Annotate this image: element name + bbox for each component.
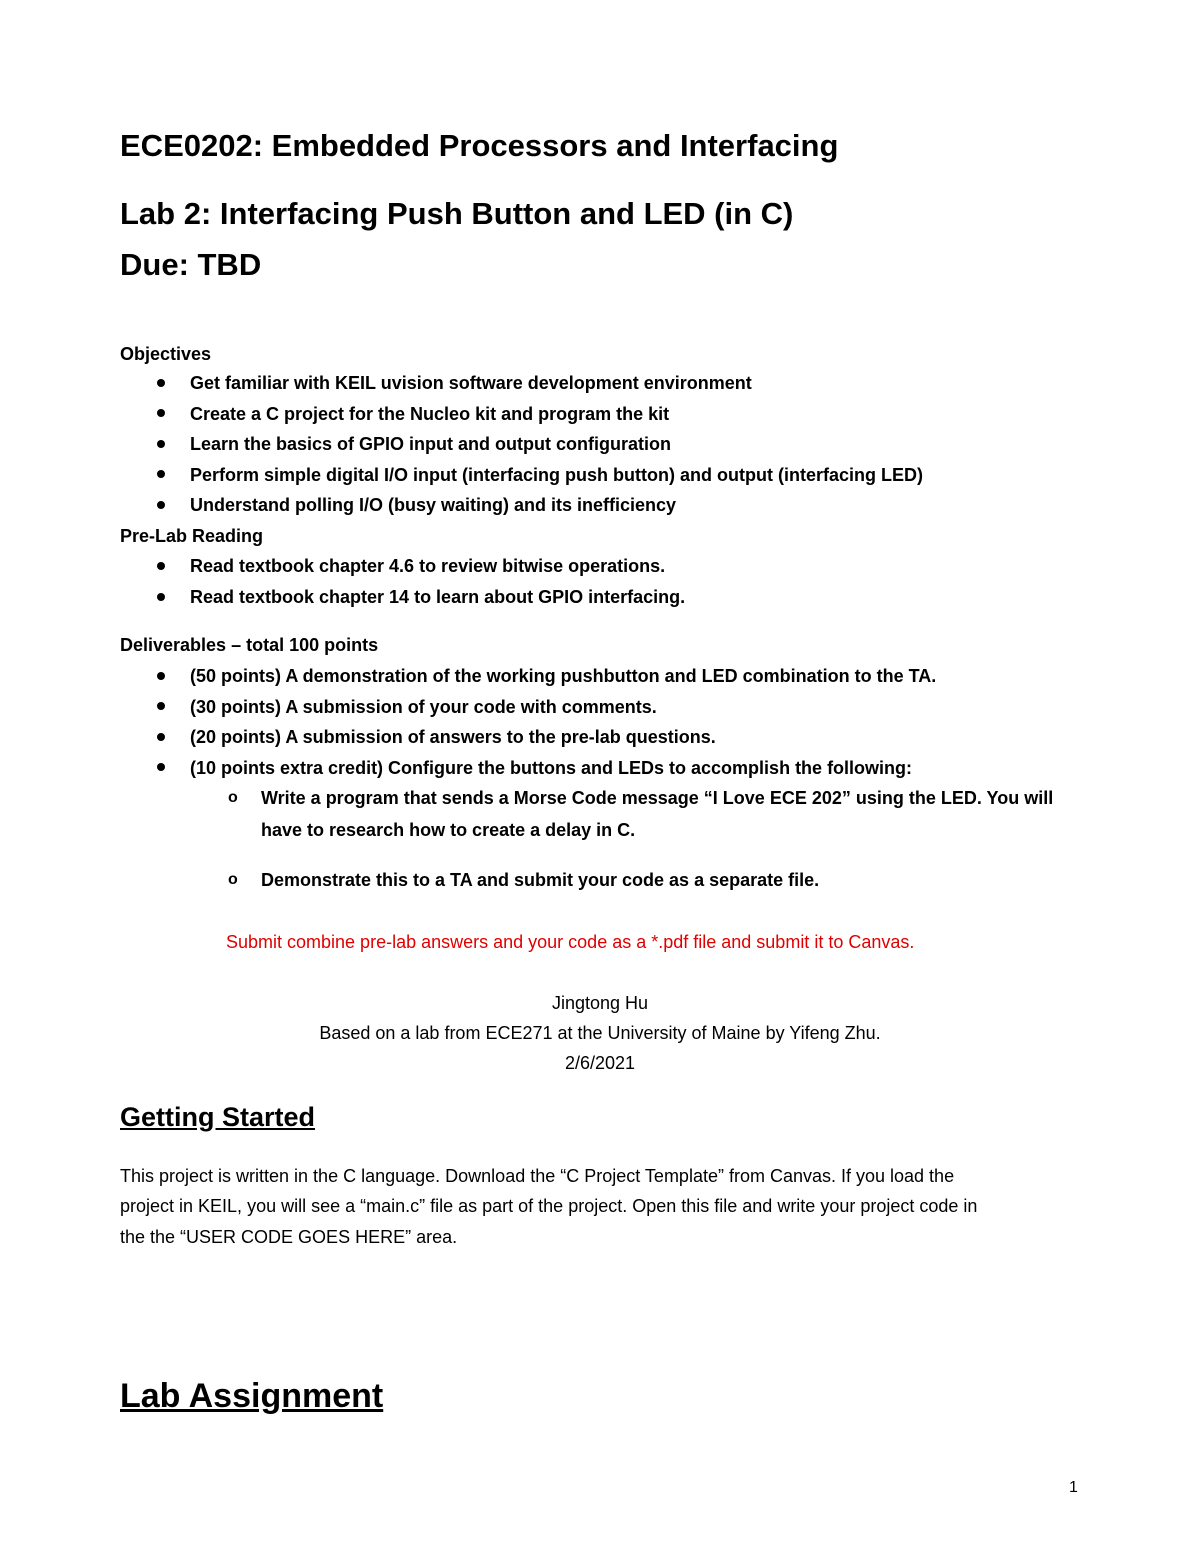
prelab-item: Read textbook chapter 4.6 to review bitwise operations. xyxy=(190,556,666,576)
submit-note: Submit combine pre-lab answers and your code as a *.pdf file and submit it to Canvas. xyxy=(226,932,915,952)
bullet-icon xyxy=(157,733,165,741)
bullet-icon xyxy=(157,379,165,387)
bullet-icon xyxy=(157,562,165,570)
deliverable-item: (30 points) A submission of your code with comments. xyxy=(190,697,657,717)
deliverable-subitem-continued: have to research how to create a delay in C. xyxy=(261,820,636,840)
getting-started-line: This project is written in the C language. Download the “C Project Template” from Canvas. If you load the xyxy=(120,1166,955,1186)
sub-bullet-marker: o xyxy=(228,871,238,888)
author: Jingtong Hu xyxy=(551,993,649,1013)
based-on-note: Based on a lab from ECE271 at the University of Maine by Yifeng Zhu. xyxy=(319,1023,881,1043)
getting-started-line: project in KEIL, you will see a “main.c” file as part of the project. Open this file and write your project code in xyxy=(120,1196,978,1216)
getting-started-heading: Getting Started xyxy=(120,1102,316,1132)
objective-item: Learn the basics of GPIO input and output configuration xyxy=(190,434,671,454)
objectives-heading: Objectives xyxy=(120,344,212,364)
document-date: 2/6/2021 xyxy=(564,1053,636,1073)
lab-assignment-heading: Lab Assignment xyxy=(120,1377,384,1415)
deliverable-item: (20 points) A submission of answers to the pre-lab questions. xyxy=(190,727,716,747)
getting-started-line: the the “USER CODE GOES HERE” area. xyxy=(120,1227,458,1247)
bullet-icon xyxy=(157,672,165,680)
objective-item: Get familiar with KEIL uvision software development environment xyxy=(190,373,752,393)
bullet-icon xyxy=(157,409,165,417)
bullet-icon xyxy=(157,593,165,601)
bullet-icon xyxy=(157,763,165,771)
bullet-icon xyxy=(157,702,165,710)
bullet-icon xyxy=(157,470,165,478)
deliverables-heading: Deliverables – total 100 points xyxy=(120,635,379,655)
deliverable-subitem: Demonstrate this to a TA and submit your code as a separate file. xyxy=(261,870,820,890)
prelab-heading: Pre-Lab Reading xyxy=(120,526,264,546)
bullet-icon xyxy=(157,440,165,448)
objective-item: Understand polling I/O (busy waiting) and its inefficiency xyxy=(190,495,677,515)
prelab-item: Read textbook chapter 14 to learn about GPIO interfacing. xyxy=(190,587,686,607)
due-date: Due: TBD xyxy=(120,247,262,282)
page-number: 1 xyxy=(1069,1479,1078,1496)
deliverable-item: (10 points extra credit) Configure the buttons and LEDs to accomplish the following: xyxy=(190,758,913,778)
deliverable-item: (50 points) A demonstration of the working pushbutton and LED combination to the TA. xyxy=(190,666,937,686)
objective-item: Create a C project for the Nucleo kit and program the kit xyxy=(190,404,670,424)
course-title: ECE0202: Embedded Processors and Interfacing xyxy=(120,128,839,163)
deliverable-subitem: Write a program that sends a Morse Code message “I Love ECE 202” using the LED. You will xyxy=(261,788,1054,808)
lab-title: Lab 2: Interfacing Push Button and LED (in C) xyxy=(120,196,794,231)
bullet-icon xyxy=(157,501,165,509)
objective-item: Perform simple digital I/O input (interfacing push button) and output (interfacing LED) xyxy=(190,465,923,485)
sub-bullet-marker: o xyxy=(228,789,238,806)
